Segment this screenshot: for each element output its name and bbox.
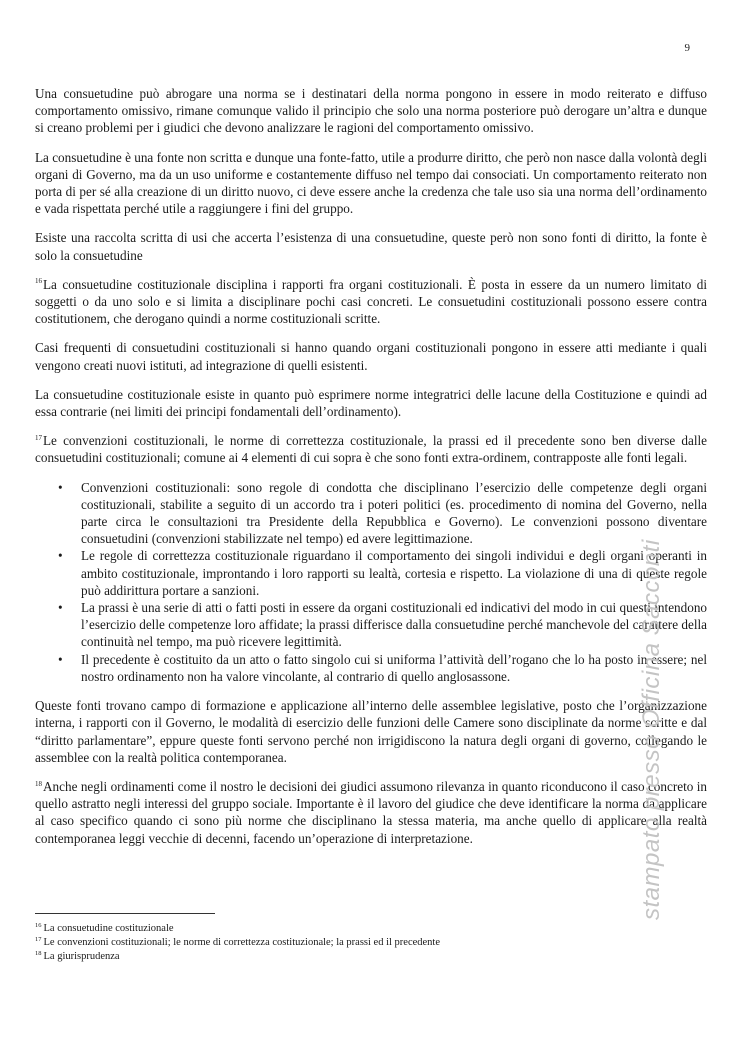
bullet-icon: • [58, 600, 63, 616]
list-item [35, 547, 707, 599]
page-number: 9 [684, 42, 690, 54]
paragraph-text: La consuetudine costituzionale disciplina i rapporti fra organi costituzionali. È posta in essere da un numero limitato di soggetti o da uno solo e si limita a disciplinare pochi casi concreti. Le consuetudini costituzionali possono essere contra costitutionem, che derogano quindi a norme costituzionali scritte. [35, 276, 707, 327]
footnote-text: Le convenzioni costituzionali; le norme di correttezza costituzionale; la prassi ed il precedente [43, 937, 441, 948]
footnote-ref-18: 18 [35, 779, 42, 788]
footnote-text: La consuetudine costituzionale [43, 923, 174, 934]
paragraph-casi-frequenti: Casi frequenti di consuetudini costituzionali si hanno quando organi costituzionali pongono in essere atti mediante i quali vengono creati nuovi istituti, ad integrazione di quelli esistenti. [35, 340, 707, 373]
footnote-number: 18 [35, 949, 42, 957]
footnotes [35, 922, 707, 964]
bullet-icon: • [58, 651, 63, 667]
paragraph-fonti-extra-ordinem [35, 432, 707, 466]
footnote-number: 16 [35, 921, 42, 929]
list-item-text: Le regole di correttezza costituzionale riguardano il comportamento dei singoli individui e degli organi operanti in ambito costituzionale, improntando i loro rapporti su lealtà, cortesia e rispetto. La violazione di una di queste regole può addirittura portare a sanzioni. [81, 548, 707, 598]
printer-watermark: stampato presso Officina Sacconti [638, 539, 665, 920]
footnote-text: La giurisprudenza [43, 951, 120, 962]
footnote-ref-17: 17 [35, 433, 42, 442]
paragraph-consuetudine-abrogazione: Una consuetudine può abrogare una norma se i destinatari della norma pongono in essere in modo reiterato e diffuso comportamento omissivo, rimane comunque valido il principio che solo una norma posteriore può derogare un’altra e dunque si creano problemi per i giudici che devono analizzare le ragioni del comportamento omissivo. [35, 86, 707, 136]
paragraph-text: Anche negli ordinamenti come il nostro le decisioni dei giudici assumono rilevanza in quanto riconducono il caso concreto in quello astratto negli interessi del gruppo sociale. Importante è il lavoro del giudice che deve identificare la norma da applicare al caso specifico quando ci sono più norme che disciplinano la stessa materia, ma anche quello di applicare alla realtà contemporanea leggi vecchie di decenni, facendo un’operazione di interpretazione. [35, 778, 707, 846]
footnote-18 [35, 950, 707, 964]
bullet-list [35, 479, 707, 685]
footnote-number: 17 [35, 935, 42, 943]
footnote-divider [35, 913, 215, 914]
list-item-text: La prassi è una serie di atti o fatti posti in essere da organi costituzionali ed indicativi del modo in cui questi intendono l’esercizio delle competenze loro affidate; la prassi differisce dalla consuetudine perché manchevole del carattere della continuità nel tempo, ma può ricevere legittimità. [81, 600, 708, 650]
footnote-17 [35, 936, 707, 950]
footnote-16 [35, 922, 707, 936]
bullet-icon: • [58, 479, 63, 495]
list-item [35, 651, 707, 685]
paragraph-raccolta-usi: Esiste una raccolta scritta di usi che accerta l’esistenza di una consuetudine, queste però non sono fonti di diritto, la fonte è solo la consuetudine [35, 230, 707, 263]
page-body [35, 85, 707, 859]
paragraph-assemblee-legislative: Queste fonti trovano campo di formazione e applicazione all’interno delle assemblee legislative, posto che l’organizzazione interna, i rapporti con il Governo, le modalità di esercizio delle funzioni delle Camere sono disciplinate da norme scritte e dal “diritto parlamentare”, eppure queste fonti servono perché non irrigidiscono la natura degli organi di governo, collegando le assemblee con la realtà politica contemporanea. [35, 698, 707, 765]
paragraph-norme-integratrici: La consuetudine costituzionale esiste in quanto può esprimere norme integratrici delle lacune della Costituzione e quindi ad essa contrarie (nei limiti dei principi fondamentali dell’ordinamento). [35, 386, 707, 420]
list-item-text: Convenzioni costituzionali: sono regole di condotta che disciplinano l’esercizio delle competenze degli organi costituzionali, stabilite a seguito di un accordo tra i poteri politici (es. procedimento di nomina del Governo, nella parte circa le consultazioni tra Presidente della Repubblica e Governo). Le convenzioni possono diventare consuetudini (convenzioni stabilizzate nel tempo) ed avere legittimazione. [81, 479, 707, 547]
list-item [35, 599, 707, 651]
paragraph-consuetudine-costituzionale [35, 276, 707, 328]
paragraph-giurisprudenza [35, 778, 707, 847]
paragraph-consuetudine-fonte-fatto: La consuetudine è una fonte non scritta e dunque una fonte-fatto, utile a produrre diritto, che però non nasce dalla volontà degli organi di Governo, ma da un uso uniforme e costantemente diffuso nel tempo dai consociati. Un comportamento reiterato non porta di per sé alla creazione di un diritto nuovo, ci deve essere anche la credenza che tale uso sia una norma dell’ordinamento e vada rispettata perché utile a raggiungere i fini del gruppo. [35, 149, 707, 217]
paragraph-text: Le convenzioni costituzionali, le norme di correttezza costituzionale, la prassi ed il precedente sono ben diverse dalle consuetudini costituzionali; comune ai 4 elementi di cui sopra è che sono fonti extra-ordinem, contrapposte alle fonti legali. [35, 433, 707, 466]
bullet-icon: • [58, 548, 63, 564]
list-item-text: Il precedente è costituito da un atto o fatto singolo cui si uniforma l’attività dell’rogano che lo ha posto in essere; nel nostro ordinamento non ha valore vincolante, al contrario di quello anglosassone. [81, 651, 707, 684]
list-item [35, 479, 707, 548]
footnote-ref-16: 16 [35, 277, 42, 286]
